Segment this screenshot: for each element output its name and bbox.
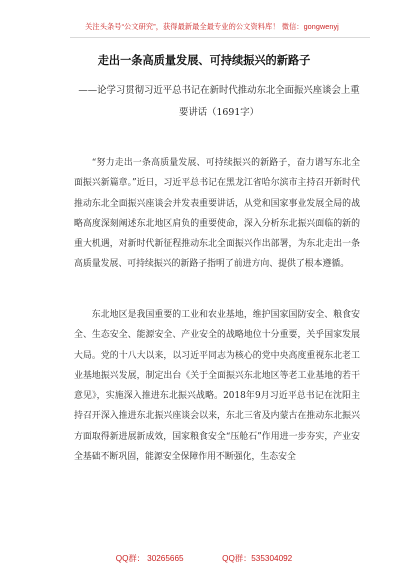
header-banner: 关注头条号“公文研究”，获得最新最全最专业的公文资料库！ 微信：gongwenyj bbox=[85, 22, 339, 31]
body-paragraph-1: “努力走出一条高质量发展、可持续振兴的新路子，奋力谱写东北全面振兴新篇章。”近日，习近平总书记在黑龙江省哈尔滨市主持召开新时代推动东北全面振兴座谈会并发表重要讲话，从党和国家事业发展全局的战略高度深刻阐述东北地区肩负的重要使命，深入分析东北振兴面临的新的重大机遇，对新时代新征程推动东北全面振兴作出部署，为东北走出一条高质量发展、可持续振兴的新路子指明了前进方向、提供了根本遵循。 bbox=[74, 158, 360, 270]
header-divider bbox=[70, 37, 370, 38]
footer-qq-group-2: QQ群：535304092 bbox=[222, 554, 293, 563]
document-subtitle: ——论学习贯彻习近平总书记在新时代推动东北全面振兴座谈会上重要讲话（1691字） bbox=[78, 85, 360, 118]
footer-qq-group-1: QQ群： 30265665 bbox=[115, 554, 184, 563]
document-title: 走出一条高质量发展、可持续振兴的新路子 bbox=[97, 54, 311, 67]
body-paragraph-2: 东北地区是我国重要的工业和农业基地，维护国家国防安全、粮食安全、生态安全、能源安全、产业安全的战略地位十分重要，关乎国家发展大局。党的十八大以来，以习近平同志为核心的党中央高度重视东北老工业基地振兴发展，制定出台《关于全面振兴东北地区等老工业基地的若干意见》，实施深入推进东北振兴战略。2018年9月习近平总书记在沈阳主持召开深入推进东北振兴座谈会以来，东北三省及内蒙古在推动东北振兴方面取得新进展新成效，国家粮食安全“压舱石”作用进一步夯实，产业安全基础不断巩固，能源安全保障作用不断强化，生态安全 bbox=[74, 310, 360, 463]
footer-qq-groups bbox=[0, 553, 408, 564]
